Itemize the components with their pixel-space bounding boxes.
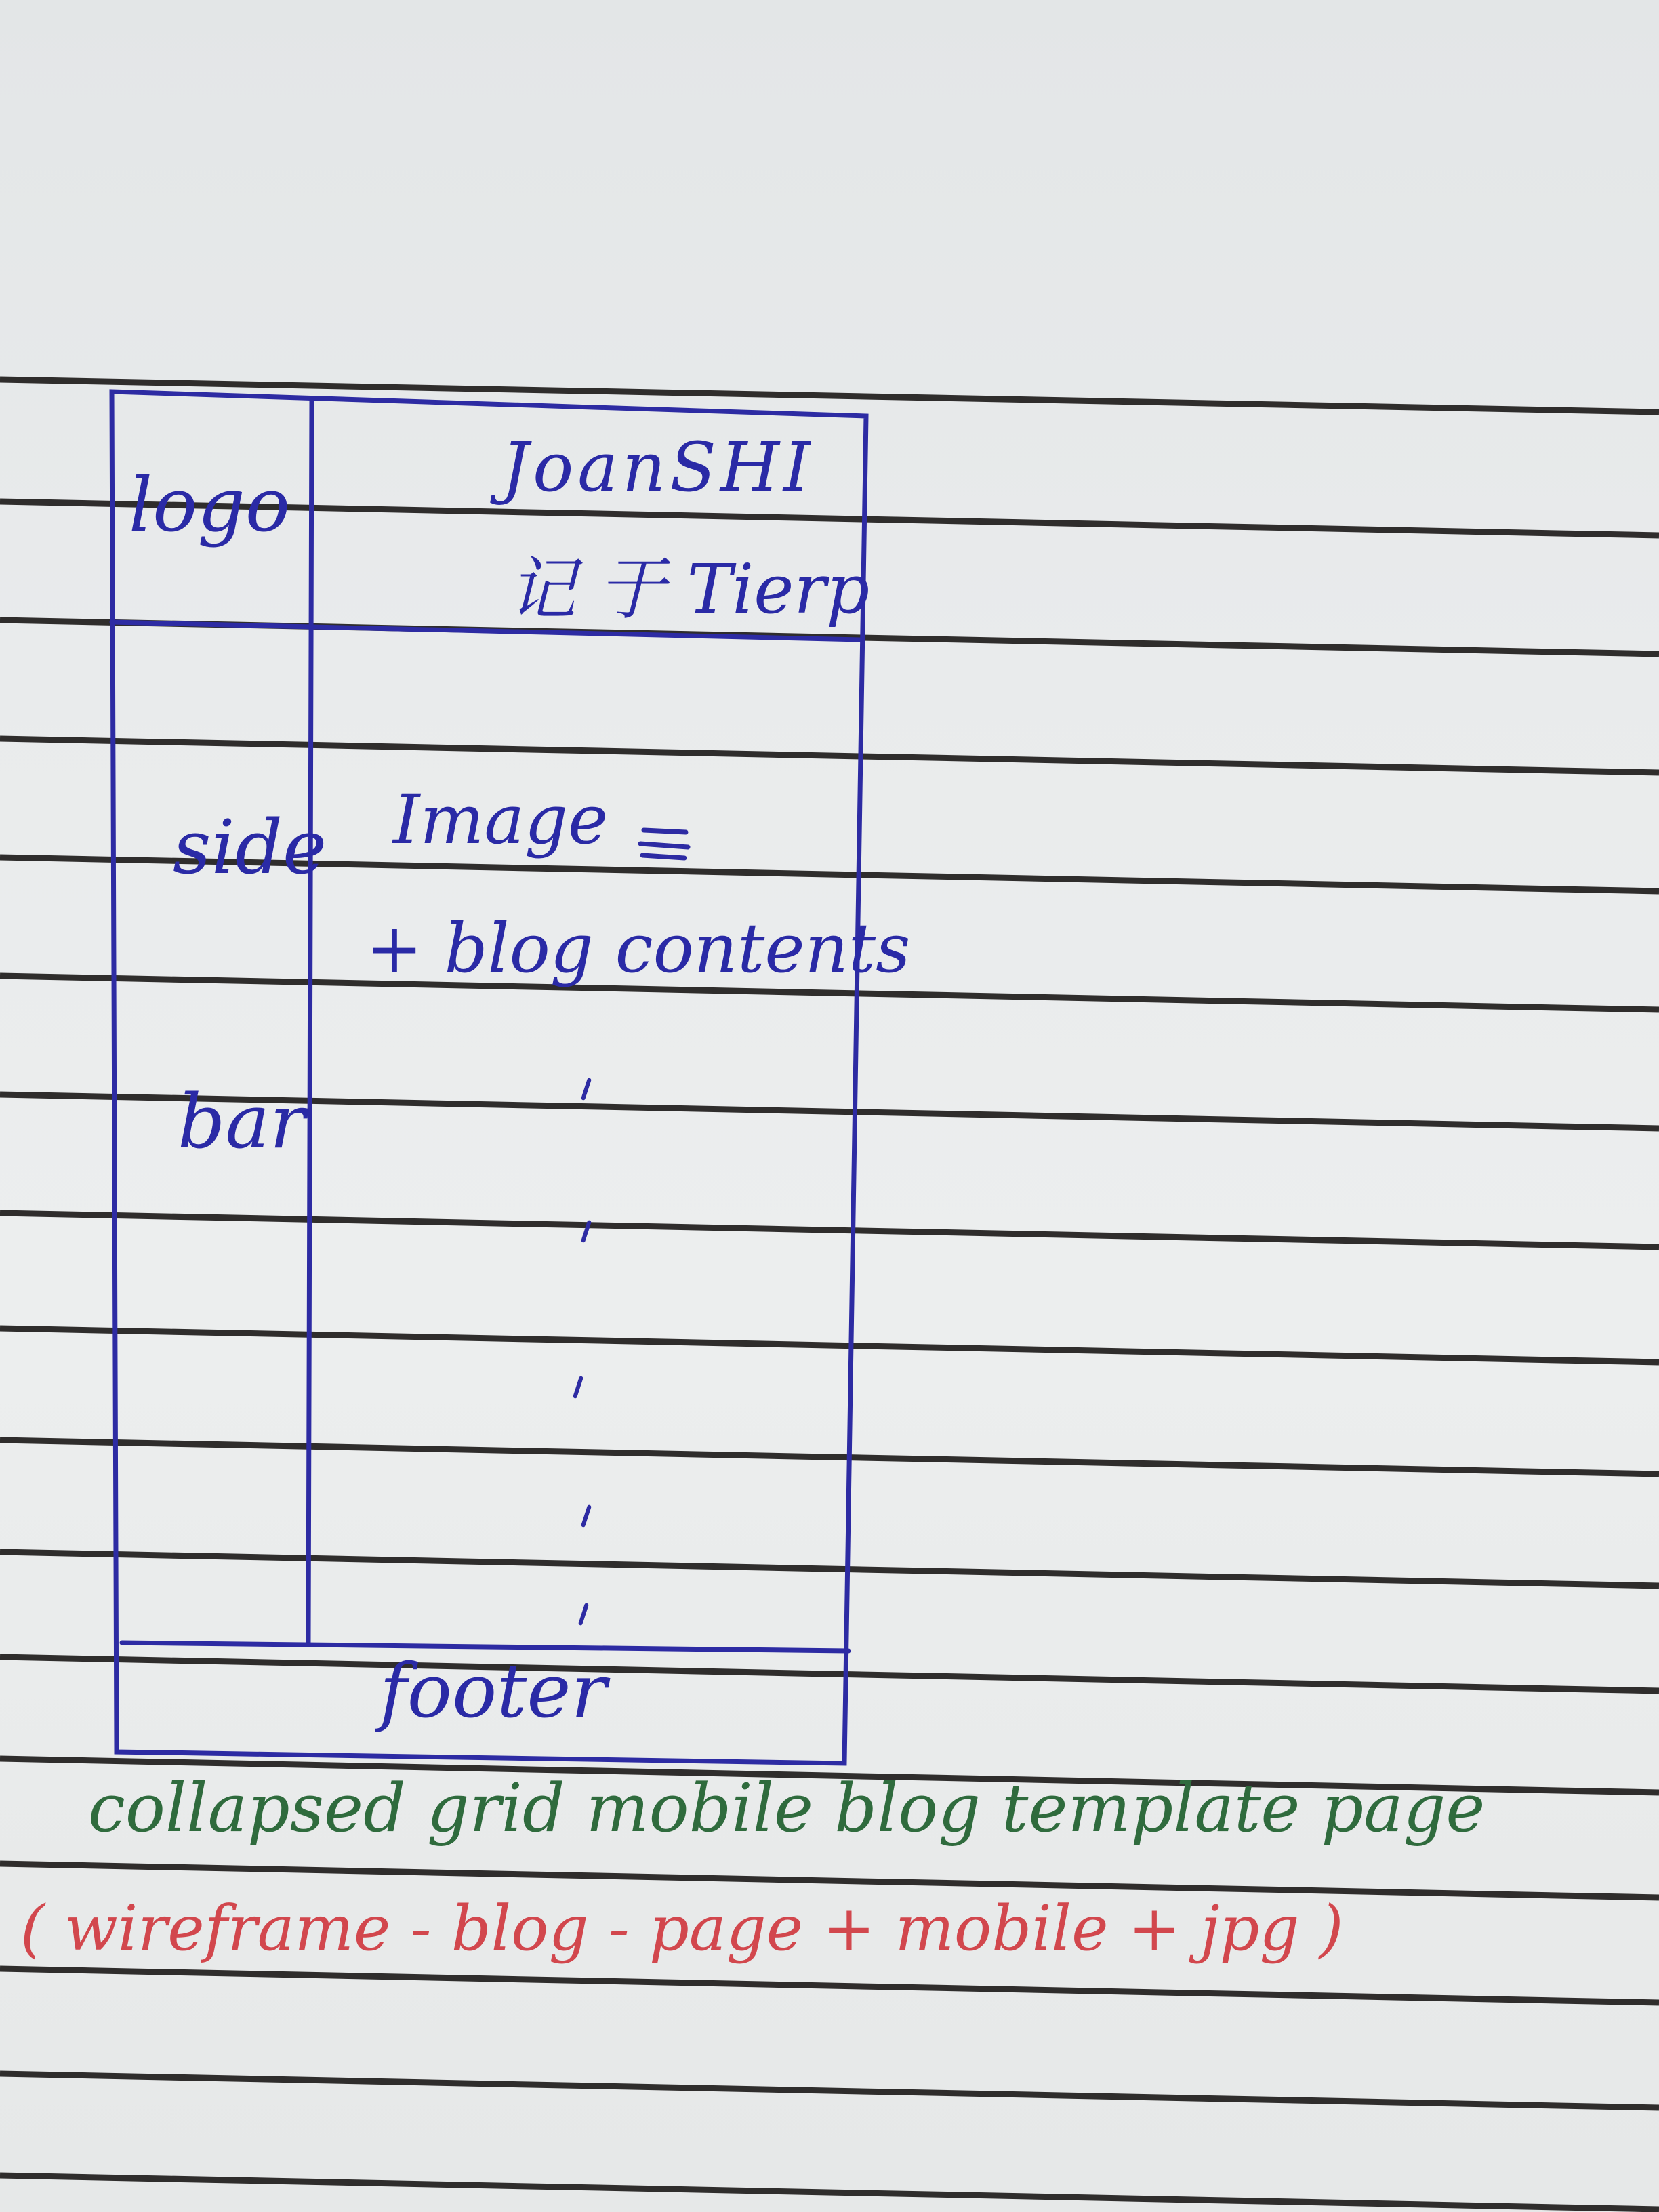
logo-placeholder-label: logo: [129, 462, 291, 548]
footer-label: footer: [380, 1647, 607, 1734]
sidebar-divider: [308, 398, 312, 1643]
scribble-mark: [640, 830, 688, 858]
file-name-note: ( wireframe - blog - page + mobile + jpg ): [20, 1892, 1344, 1965]
content-area-label: + blog contents: [366, 909, 911, 988]
header-title: JoanSHI: [501, 428, 815, 507]
sidebar-label: bar: [178, 1078, 306, 1165]
content-area-label: Image: [393, 780, 609, 859]
sidebar-label: side: [173, 804, 327, 890]
header-tagline: 记 于 Tierp: [508, 550, 870, 629]
sketch-caption: collapsed grid mobile blog template page: [88, 1770, 1486, 1847]
